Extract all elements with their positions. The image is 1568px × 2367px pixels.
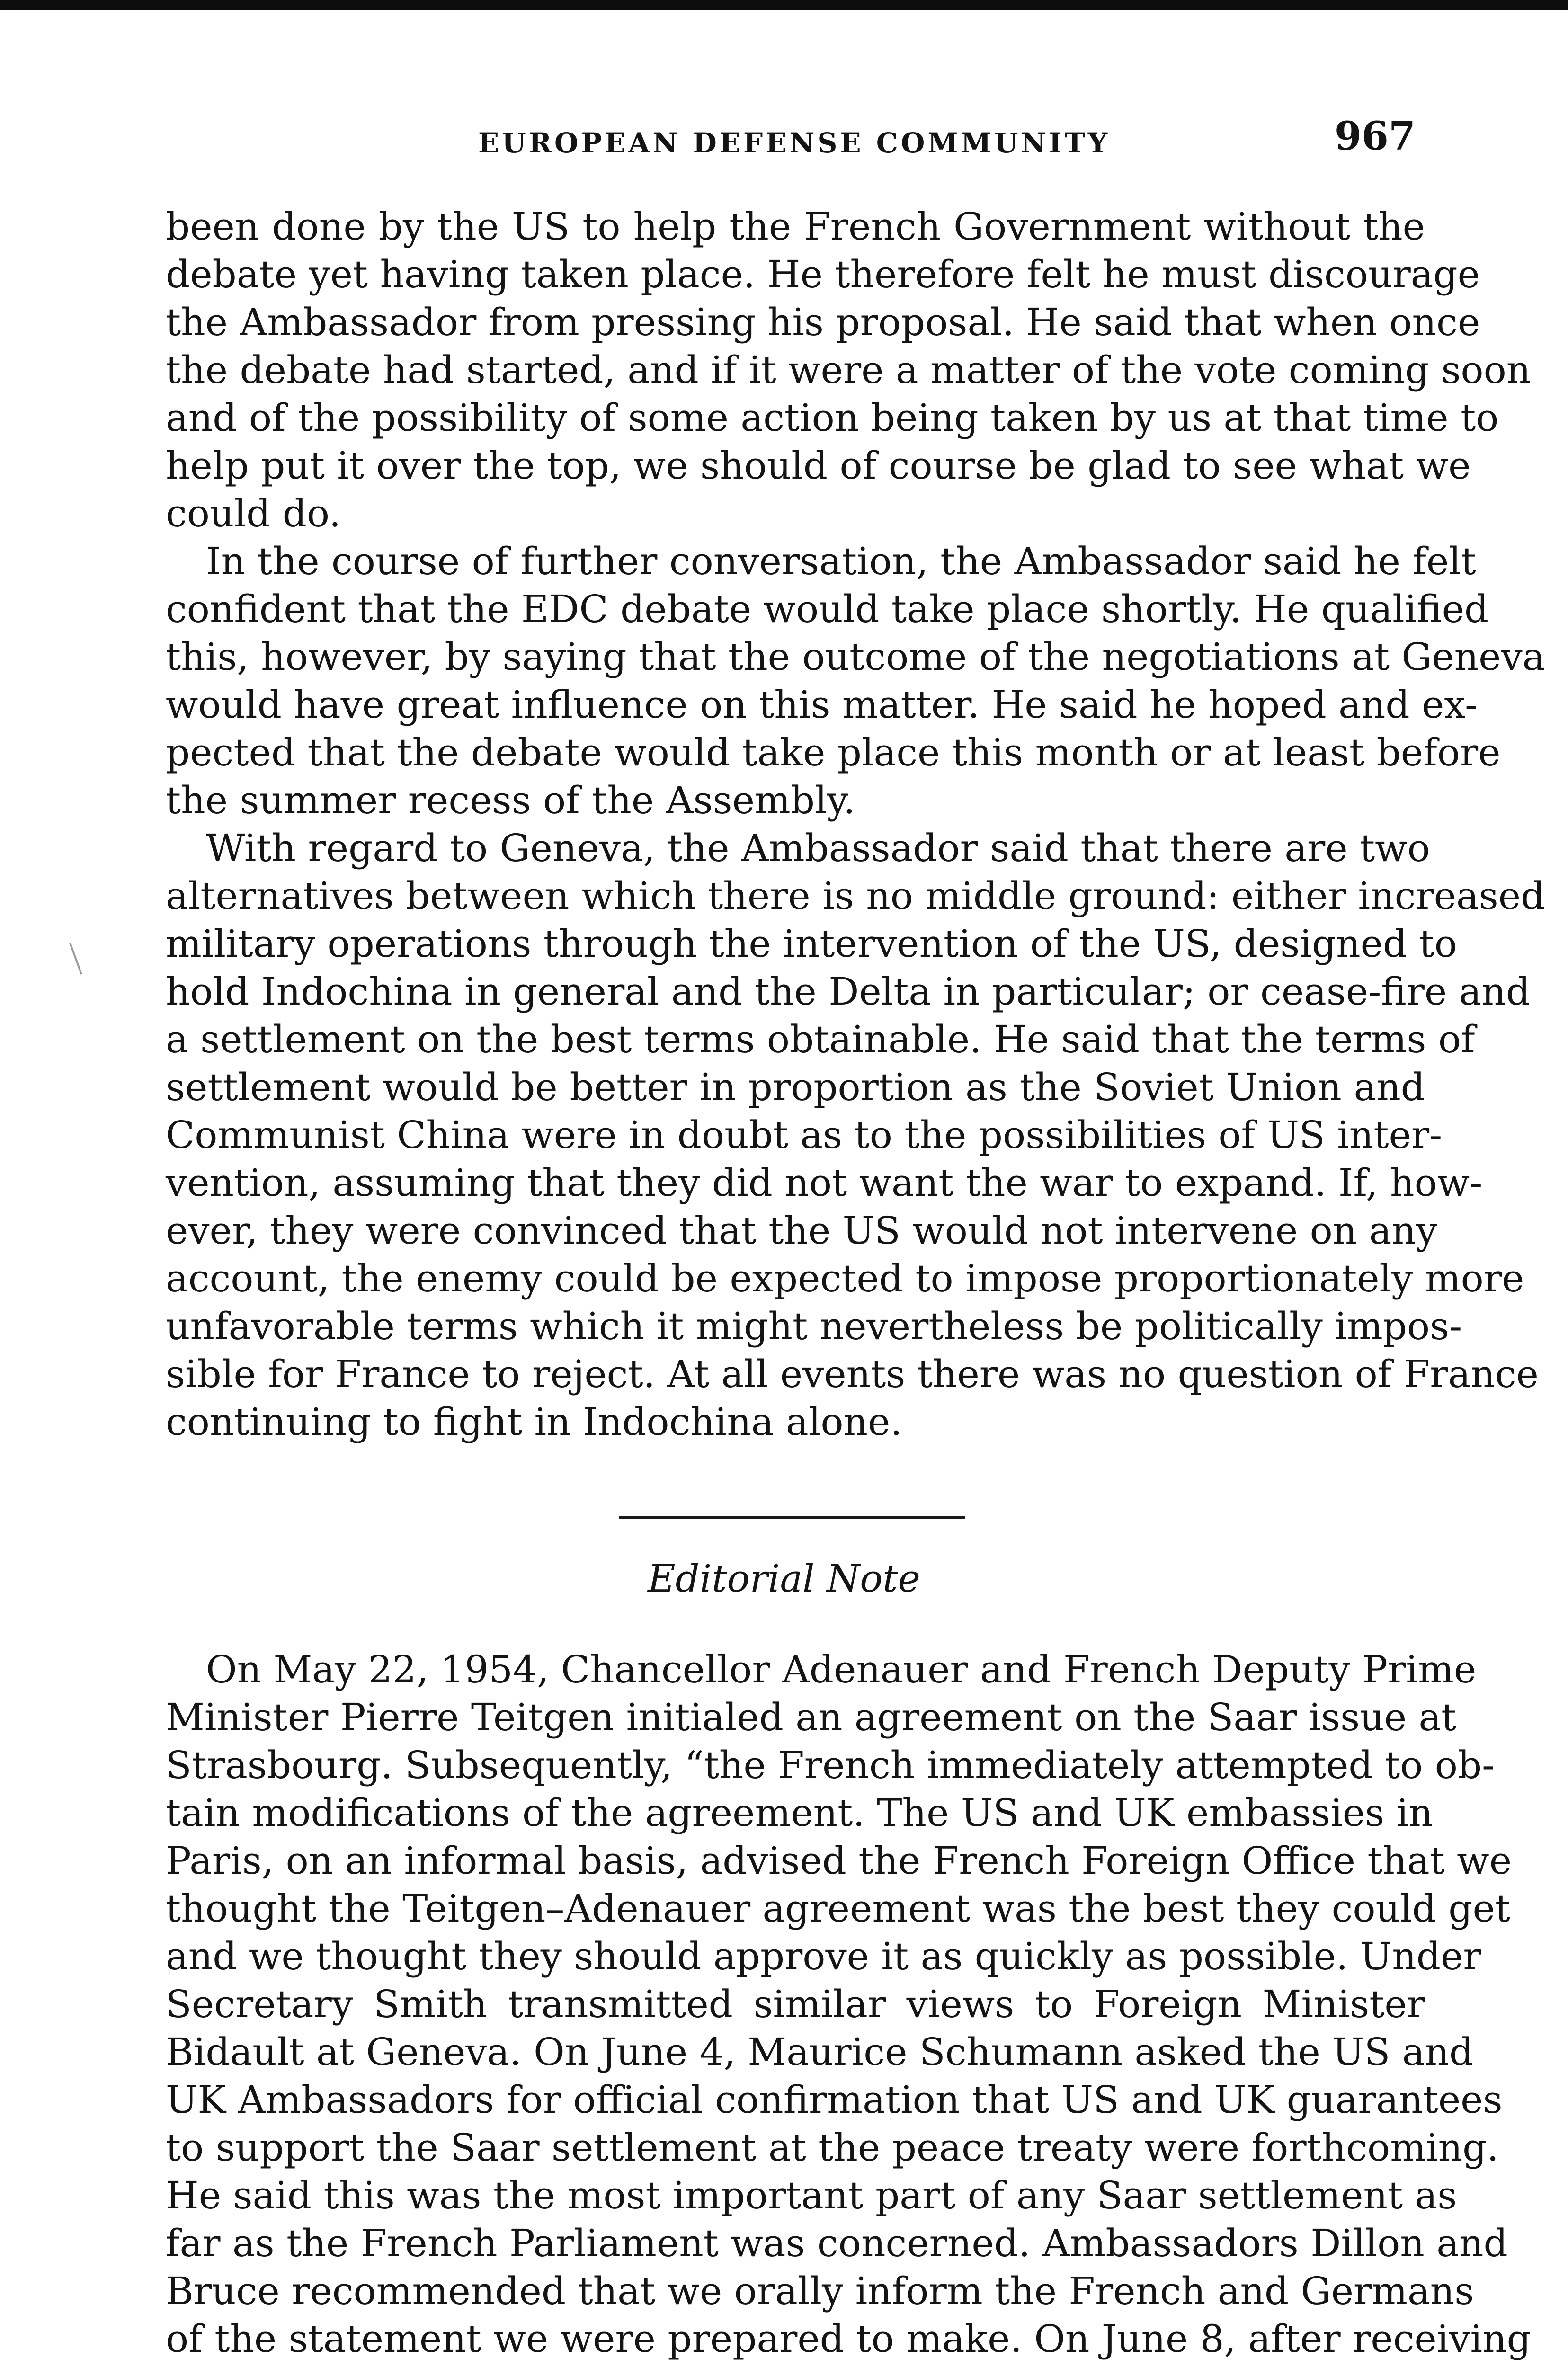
text-line: Bidault at Geneva. On June 4, Maurice Schumann asked the US and (166, 2030, 1474, 2074)
text-line: would have great influence on this matter. He said he hoped and ex- (166, 683, 1478, 727)
text-line: settlement would be better in proportion as the Soviet Union and (166, 1065, 1425, 1109)
text-line: Secretary Smith transmitted similar views to Foreign Minister (166, 1982, 1425, 2026)
text-line: the debate had started, and if it were a matter of the vote coming soon (166, 348, 1531, 392)
text-line: far as the French Parliament was concerned. Ambassadors Dillon and (166, 2221, 1508, 2265)
text-line: With regard to Geneva, the Ambassador said that there are two (206, 826, 1430, 870)
text-line: He said this was the most important part of any Saar settlement as (166, 2173, 1457, 2217)
page-number: 967 (1334, 114, 1416, 159)
text-line: UK Ambassadors for official confirmation that US and UK guarantees (166, 2078, 1503, 2122)
section-divider (619, 1516, 965, 1519)
text-line: sible for France to reject. At all events there was no question of France (166, 1352, 1539, 1396)
text-line: unfavorable terms which it might nevertheless be politically impos- (166, 1304, 1462, 1348)
paragraph-1 (166, 203, 1531, 537)
text-line: On May 22, 1954, Chancellor Adenauer and French Deputy Prime (206, 1647, 1477, 1691)
text-line: and we thought they should approve it as quickly as possible. Under (166, 1934, 1481, 1978)
text-line: ever, they were convinced that the US would not intervene on any (166, 1209, 1438, 1253)
text-line: and of the possibility of some action being taken by us at that time to (166, 396, 1499, 440)
text-line: a settlement on the best terms obtainable. He said that the terms of (166, 1017, 1475, 1061)
paragraph-2 (166, 537, 1545, 824)
text-line: hold Indochina in general and the Delta in particular; or cease-fire and (166, 970, 1531, 1014)
scan-mark (69, 943, 82, 974)
text-line: thought the Teitgen–Adenauer agreement was the best they could get (166, 1886, 1510, 1931)
text-line: account, the enemy could be expected to impose proportionately more (166, 1256, 1524, 1300)
text-line: pected that the debate would take place this month or at least before (166, 730, 1501, 774)
text-line: tain modifications of the agreement. The US and UK embassies in (166, 1791, 1433, 1835)
text-line: the Ambassador from pressing his proposal. He said that when once (166, 300, 1480, 344)
text-line: Strasbourg. Subsequently, “the French immediately attempted to ob- (166, 1743, 1495, 1787)
text-line: confident that the EDC debate would take place shortly. He qualified (166, 587, 1489, 631)
text-line: military operations through the intervention of the US, designed to (166, 922, 1457, 966)
text-line: vention, assuming that they did not want the war to expand. If, how- (166, 1161, 1483, 1205)
text-line: the summer recess of the Assembly. (166, 778, 855, 822)
text-line: Minister Pierre Teitgen initialed an agreement on the Saar issue at (166, 1695, 1457, 1739)
text-line: In the course of further conversation, the Ambassador said he felt (206, 539, 1476, 583)
text-line: of the statement we were prepared to make. On June 8, after receiving (166, 2317, 1531, 2361)
text-line: Bruce recommended that we orally inform the French and Germans (166, 2269, 1474, 2313)
editorial-note-title: Editorial Note (648, 1557, 920, 1601)
text-line: debate yet having taken place. He therefore felt he must discourage (166, 252, 1480, 296)
text-line: Communist China were in doubt as to the possibilities of US inter- (166, 1113, 1443, 1157)
paragraph-3 (166, 824, 1545, 1446)
text-line: continuing to fight in Indochina alone. (166, 1400, 902, 1444)
editorial-note-body (166, 1646, 1531, 2363)
text-line: been done by the US to help the French Government without the (166, 205, 1425, 249)
text-line: alternatives between which there is no middle ground: either increased (166, 874, 1545, 918)
text-line: this, however, by saying that the outcome of the negotiations at Geneva (166, 635, 1545, 679)
text-line: could do. (166, 491, 341, 535)
text-line: to support the Saar settlement at the peace treaty were forthcoming. (166, 2126, 1499, 2170)
running-head: EUROPEAN DEFENSE COMMUNITY (478, 127, 1111, 159)
page-top-edge (0, 0, 1568, 10)
text-line: help put it over the top, we should of course be glad to see what we (166, 444, 1471, 488)
text-line: Paris, on an informal basis, advised the French Foreign Office that we (166, 1839, 1512, 1883)
